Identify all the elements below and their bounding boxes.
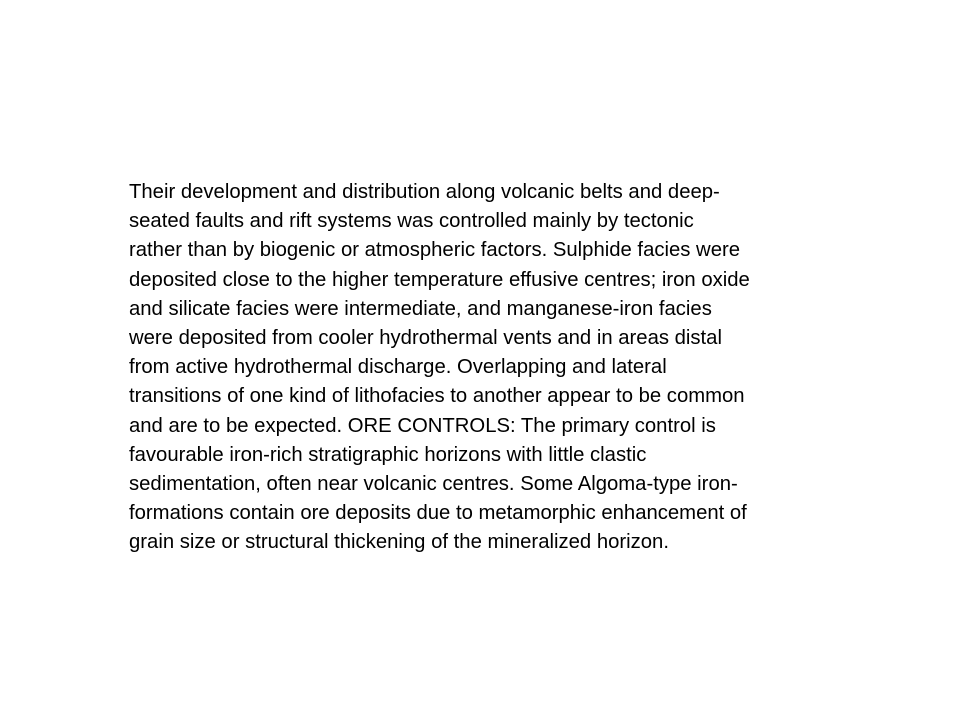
text-line: and silicate facies were intermediate, and manganese-iron facies (129, 297, 712, 320)
text-line: and are to be expected. ORE CONTROLS: The primary control is (129, 414, 716, 437)
text-line: seated faults and rift systems was controlled mainly by tectonic (129, 210, 694, 233)
text-line: deposited close to the higher temperature effusive centres; iron oxide (129, 268, 750, 291)
text-line: rather than by biogenic or atmospheric factors. Sulphide facies were (129, 239, 741, 262)
text-line: grain size or structural thickening of the mineralized horizon. (129, 531, 669, 554)
body-paragraph (129, 178, 871, 558)
text-line: formations contain ore deposits due to metamorphic enhancement of (129, 502, 747, 525)
text-line: favourable iron-rich stratigraphic horizons with little clastic (129, 443, 647, 466)
text-line: Their development and distribution along volcanic belts and deep- (129, 181, 720, 203)
text-line: sedimentation, often near volcanic centres. Some Algoma-type iron- (129, 473, 738, 496)
text-line: were deposited from cooler hydrothermal vents and in areas distal (129, 327, 722, 350)
text-line: transitions of one kind of lithofacies to another appear to be common (129, 385, 745, 408)
text-line: from active hydrothermal discharge. Overlapping and lateral (129, 356, 667, 379)
